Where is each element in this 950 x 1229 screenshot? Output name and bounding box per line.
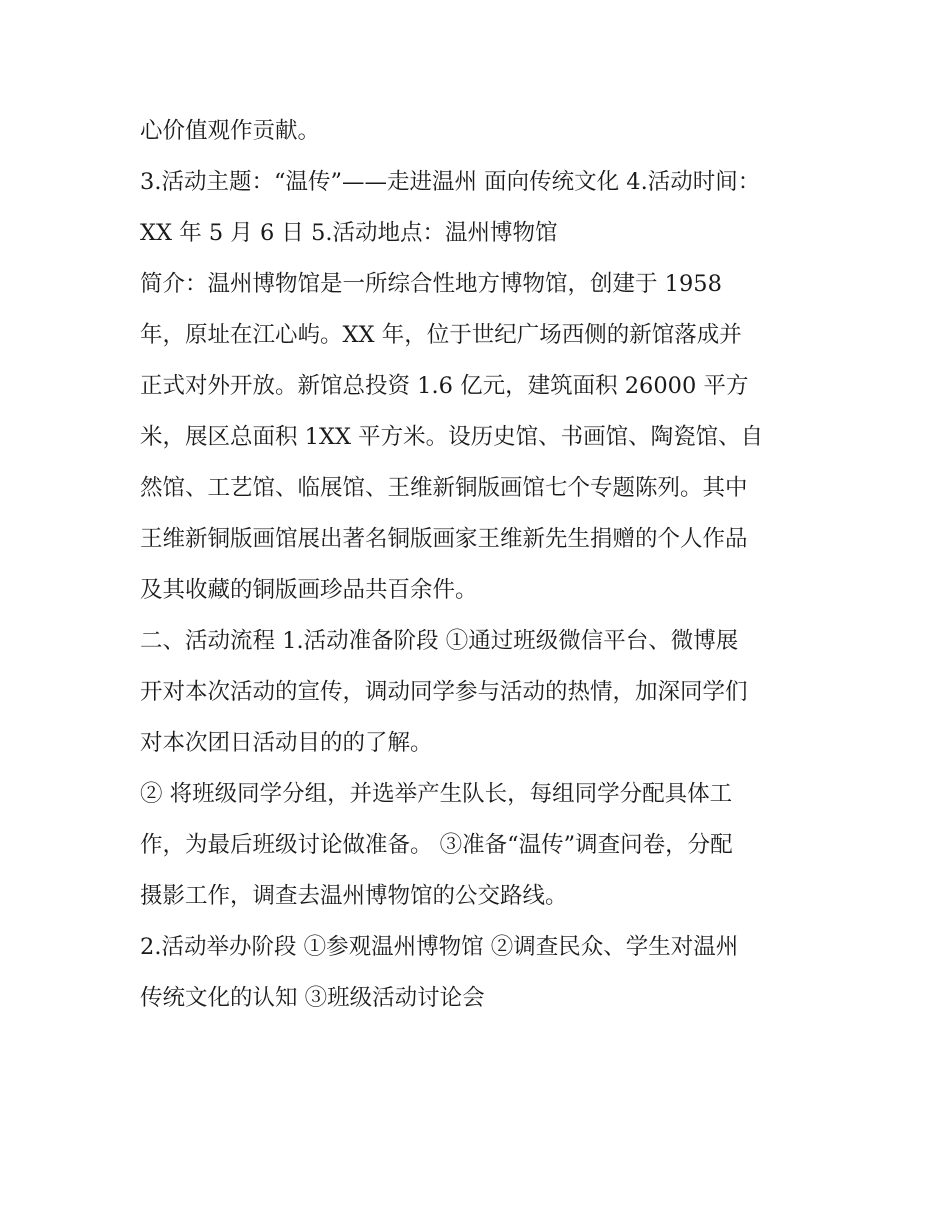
text-line: 年，原址在江心屿。XX 年，位于世纪广场西侧的新馆落成并 — [140, 322, 742, 348]
text-line: 作，为最后班级讨论做准备。 ③准备“温传”调查问卷，分配 — [140, 832, 733, 858]
text-line: 传统文化的认知 ③班级活动讨论会 — [140, 985, 485, 1011]
text-line: 摄影工作，调查去温州博物馆的公交路线。 — [140, 883, 568, 909]
text-line: 开对本次活动的宣传，调动同学参与活动的热情，加深同学们 — [140, 679, 748, 705]
text-line: 简介：温州博物馆是一所综合性地方博物馆，创建于 1958 — [140, 271, 722, 297]
text-line: 3.活动主题：“温传”——走进温州 面向传统文化 4.活动时间： — [140, 169, 761, 195]
text-line: 然馆、工艺馆、临展馆、王维新铜版画馆七个专题陈列。其中 — [140, 475, 748, 501]
text-line: XX 年 5 月 6 日 5.活动地点：温州博物馆 — [140, 220, 558, 246]
text-line: ② 将班级同学分组，并选举产生队长，每组同学分配具体工 — [140, 781, 733, 807]
text-line: 王维新铜版画馆展出著名铜版画家王维新先生捐赠的个人作品 — [140, 526, 748, 552]
text-line: 及其收藏的铜版画珍品共百余件。 — [140, 577, 478, 603]
text-line: 米，展区总面积 1XX 平方米。设历史馆、书画馆、陶瓷馆、自 — [140, 424, 764, 450]
text-line: 心价值观作贡献。 — [140, 118, 321, 144]
text-line: 2.活动举办阶段 ①参观温州博物馆 ②调查民众、学生对温州 — [140, 934, 739, 960]
text-line: 二、活动流程 1.活动准备阶段 ①通过班级微信平台、微博展 — [140, 628, 739, 654]
text-line: 对本次团日活动目的的了解。 — [140, 730, 433, 756]
text-line: 正式对外开放。新馆总投资 1.6 亿元，建筑面积 26000 平方 — [140, 373, 749, 399]
document-body — [140, 106, 830, 1024]
